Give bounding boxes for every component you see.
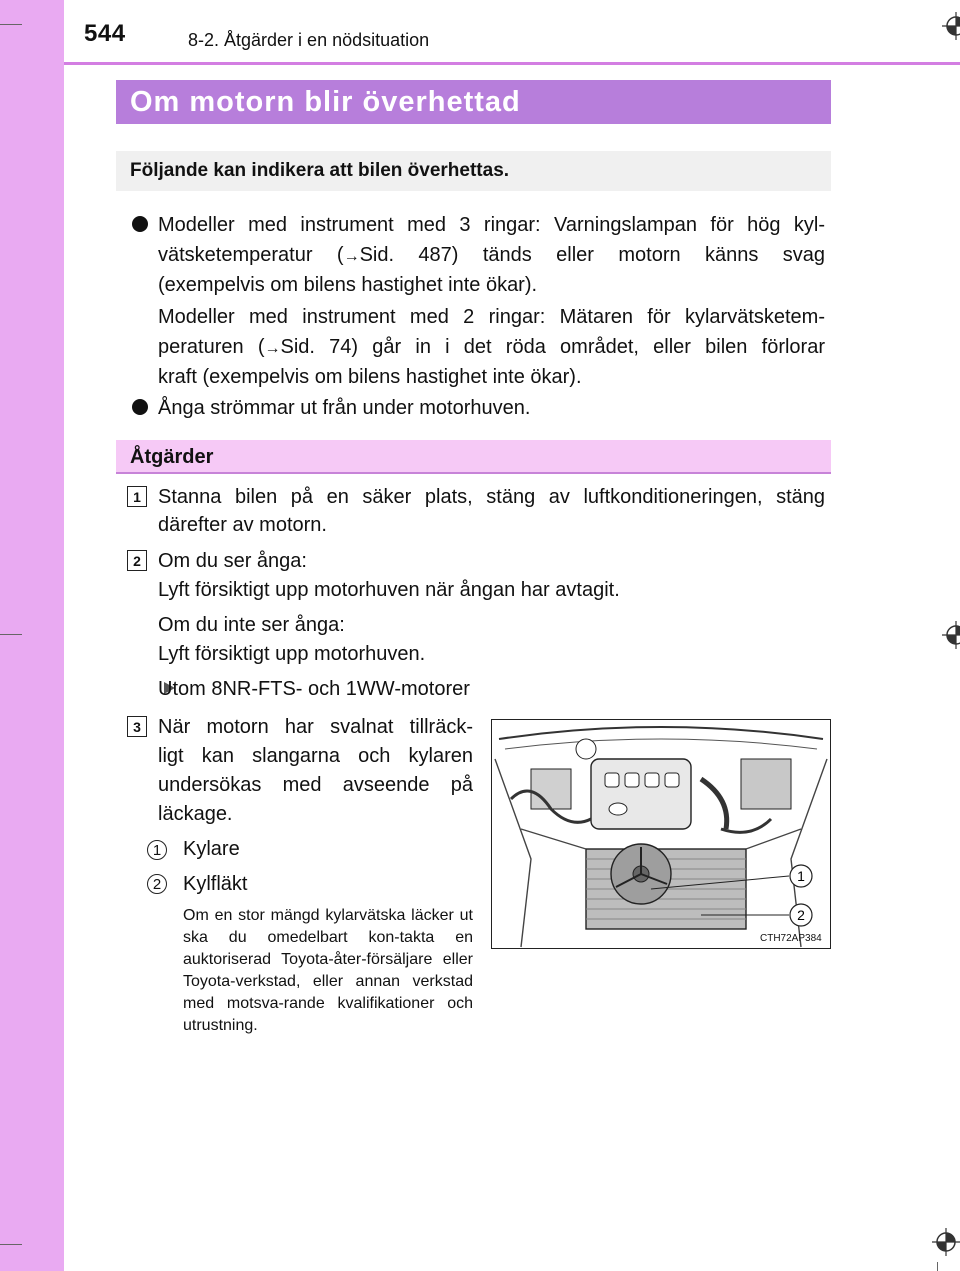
- item-label: Kylfläkt: [183, 873, 248, 895]
- step-line: Lyft försiktigt upp motorhuven när ångan har avtagit.: [158, 579, 620, 601]
- bullet-line: [158, 240, 825, 272]
- item-number: 1: [147, 840, 167, 860]
- step-number: 2: [127, 550, 147, 571]
- step-number: 3: [127, 716, 147, 737]
- step-line: undersökas med avseende på: [158, 774, 473, 796]
- arrow-right-icon: →: [264, 340, 281, 357]
- crop-mark: [0, 1244, 22, 1245]
- bullet-line: [158, 332, 825, 364]
- bullet-line: Modeller med instrument med 3 ringar: Varningslampan för hög kyl-: [158, 214, 825, 236]
- step-line: därefter av motorn.: [158, 514, 327, 536]
- step-line: Lyft försiktigt upp motorhuven.: [158, 643, 426, 665]
- bullet-dot-icon: [130, 214, 150, 234]
- item-number: 2: [147, 874, 167, 894]
- notice-box: Följande kan indikera att bilen överhettas.: [116, 151, 831, 191]
- bullet-text: Sid. 487) tänds eller motorn känns svag: [359, 244, 825, 266]
- bullet-text: vätsketemperatur (: [158, 244, 344, 266]
- header-rule: [64, 62, 960, 65]
- crop-mark: [0, 634, 22, 635]
- step-line: ligt kan slangarna och kylaren: [158, 745, 473, 767]
- step-line: Om du inte ser ånga:: [158, 614, 345, 636]
- page-title: Om motorn blir överhettad: [116, 80, 831, 124]
- step-line: När motorn har svalnat tillräck-: [158, 716, 473, 738]
- bullet-text: peraturen (: [158, 336, 265, 358]
- arrow-right-icon: →: [343, 248, 360, 265]
- registration-mark-icon: [942, 621, 960, 649]
- item-label: Kylare: [183, 838, 240, 860]
- bullet-line: Modeller med instrument med 2 ringar: Mätaren för kylarvätsketem-: [158, 306, 825, 328]
- section-title: 8-2. Åtgärder i en nödsituation: [188, 30, 430, 50]
- step-line: Stanna bilen på en säker plats, stäng av luftkonditioneringen, stäng: [158, 486, 825, 508]
- note-text: Om en stor mängd kylarvätska läcker ut ska du omedelbart kon-takta en auktoriserad Toyota-åter-försäljare eller Toyota-verkstad, eller annan verkstad med motsva-rande kvalifikationer och utrustning.: [183, 907, 473, 1034]
- step-number: 1: [127, 486, 147, 507]
- engine-bay-illustration: [491, 719, 831, 949]
- figure-callout-2: 2: [797, 907, 805, 923]
- registration-mark-icon: [942, 12, 960, 40]
- step-line: läckage.: [158, 803, 233, 825]
- bullet-line: Ånga strömmar ut från under motorhuven.: [158, 397, 531, 419]
- step-line: Om du ser ånga:: [158, 550, 307, 572]
- registration-mark-icon: [932, 1228, 960, 1256]
- bullet-line: (exempelvis om bilens hastighet inte ökar).: [158, 274, 538, 296]
- section-heading: Åtgärder: [116, 440, 831, 474]
- side-tab-bar: [0, 0, 64, 1271]
- figure-code: CTH72AP384: [760, 933, 822, 944]
- figure-callout-1: 1: [797, 868, 805, 884]
- page-number: 544: [84, 20, 126, 47]
- bullet-text: Sid. 74) går in i det röda området, eller bilen förlorar: [280, 336, 825, 358]
- bullet-line: kraft (exempelvis om bilens hastighet inte ökar).: [158, 366, 582, 388]
- crop-mark: [937, 1262, 938, 1271]
- crop-mark: [0, 24, 22, 25]
- sub-heading-text: Utom 8NR-FTS- och 1WW-motorer: [158, 678, 470, 700]
- bullet-dot-icon: [130, 397, 150, 417]
